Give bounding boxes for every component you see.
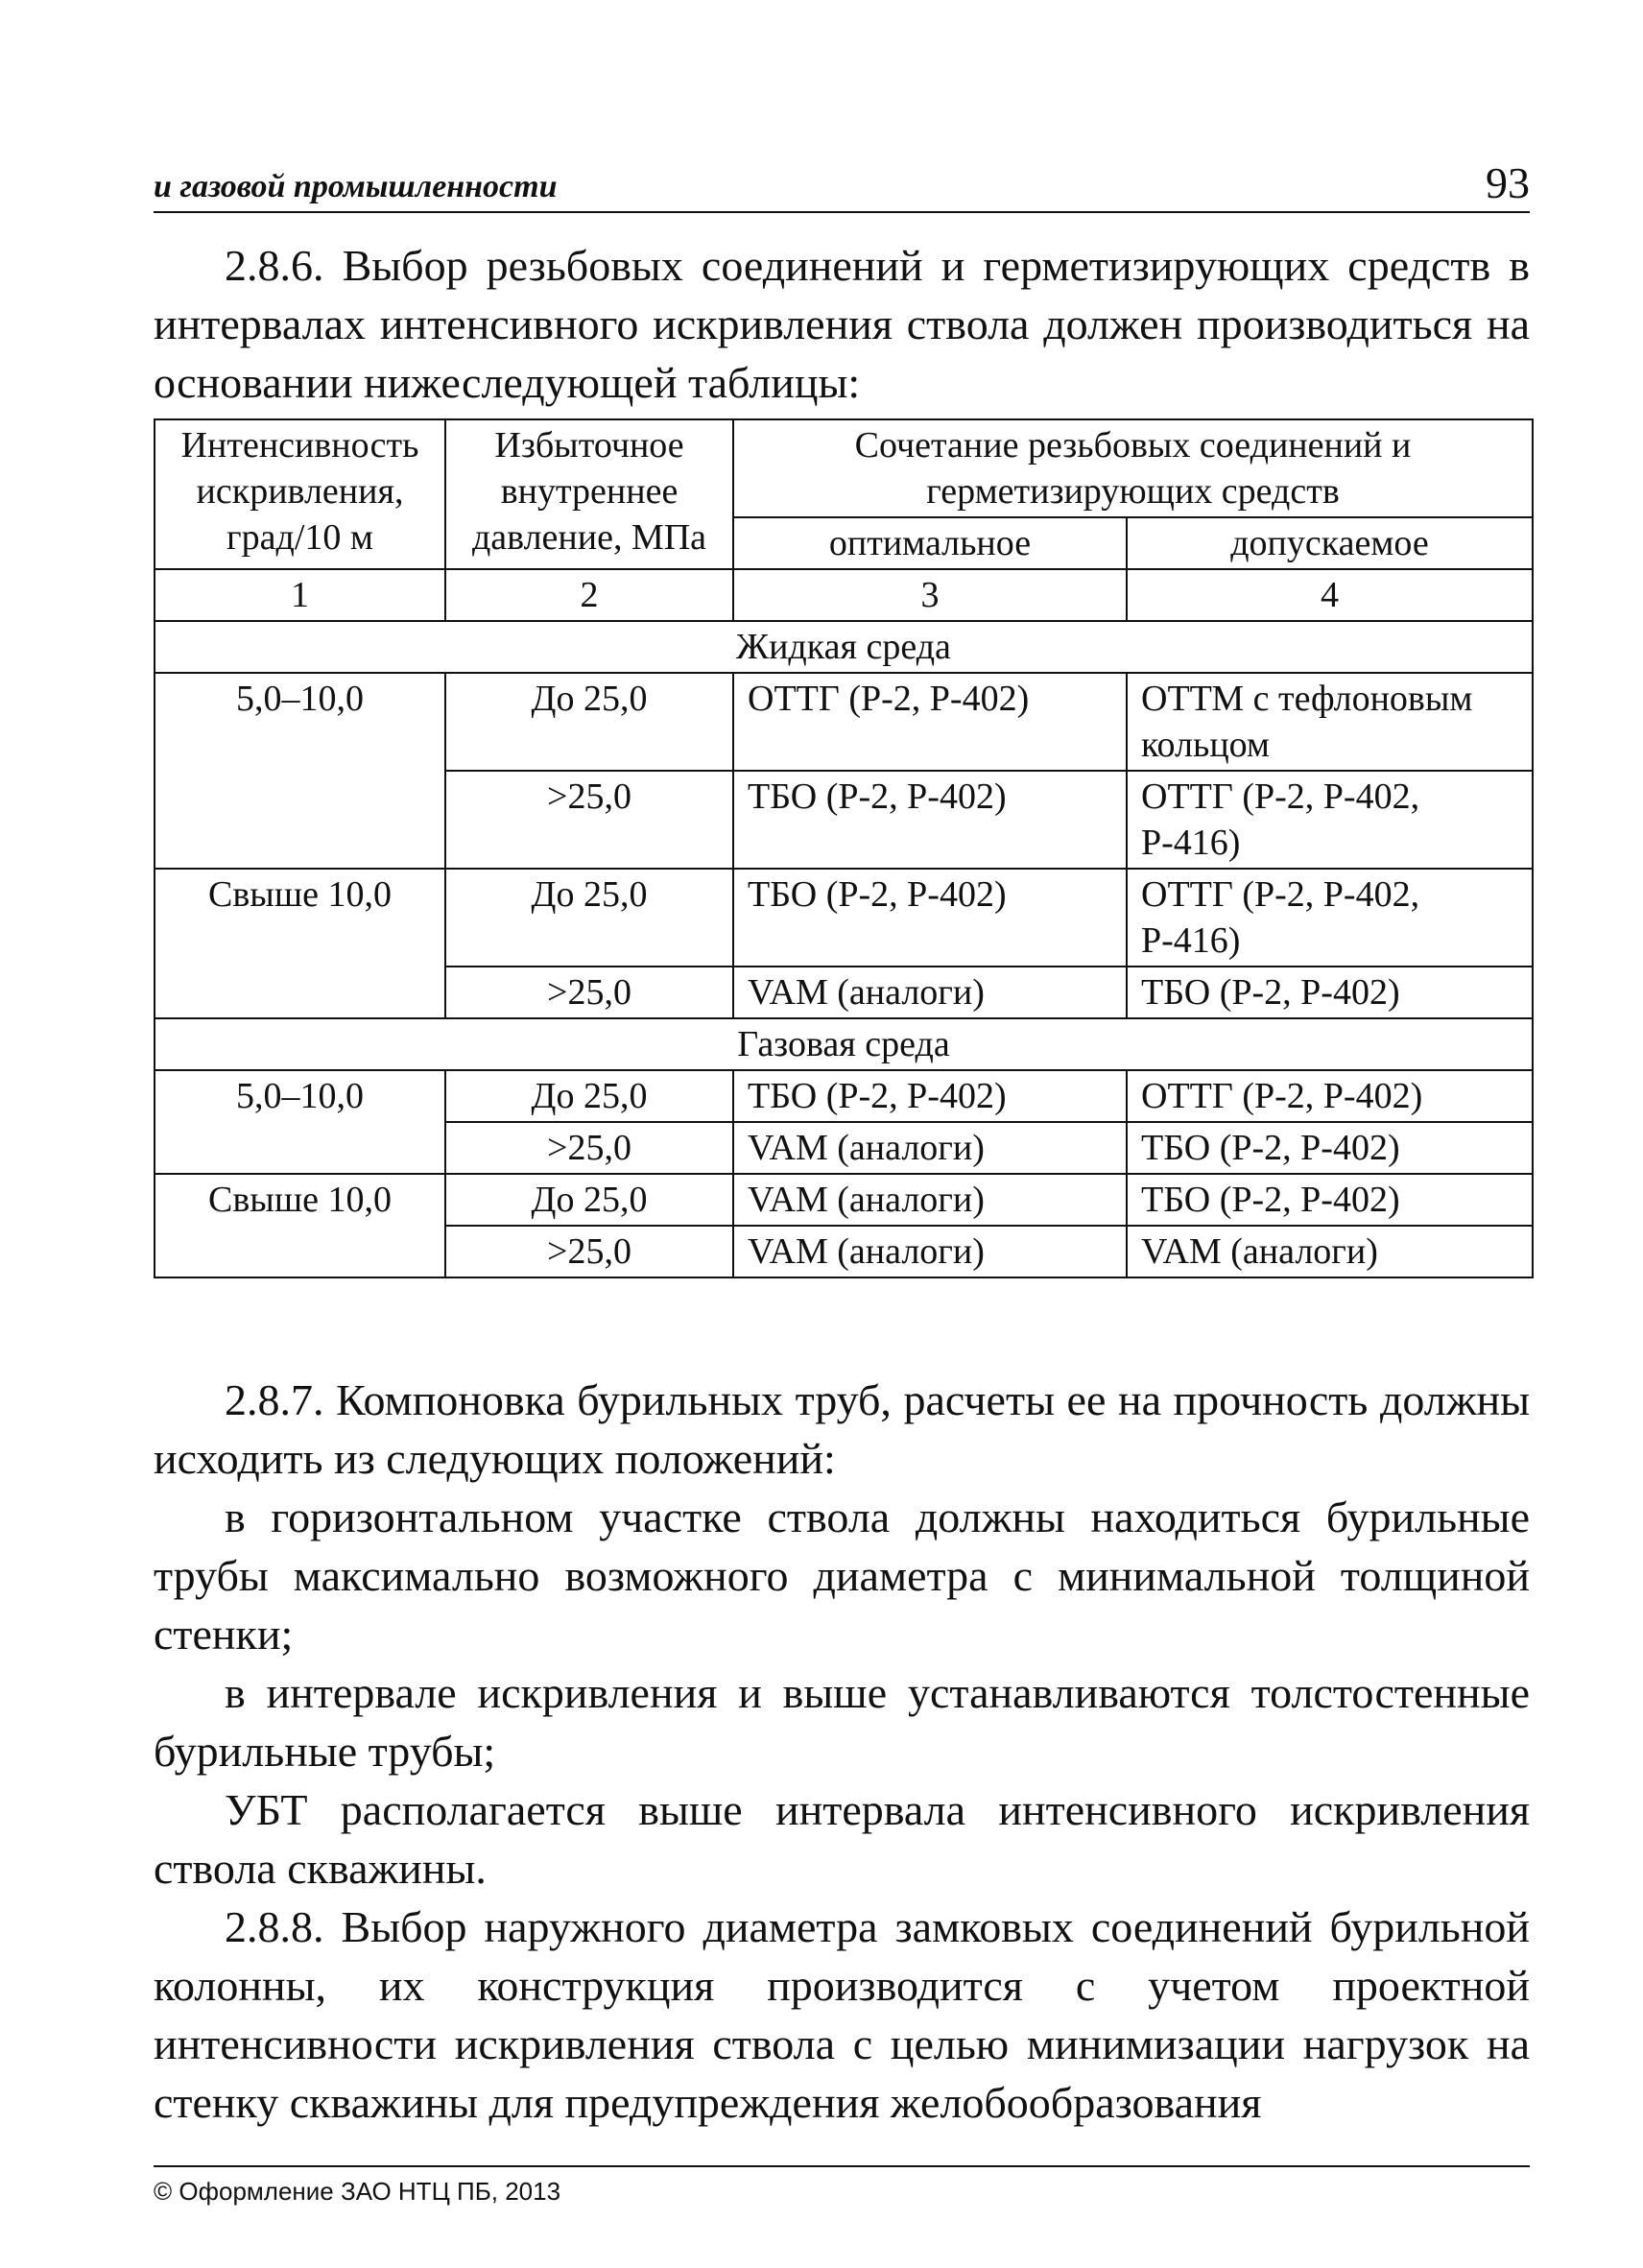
- pressure-cell: До 25,0: [445, 1174, 733, 1226]
- allowed-cell: ТБО (Р-2, Р-402): [1127, 1174, 1533, 1226]
- table-row: [155, 1070, 1533, 1122]
- running-head: [154, 158, 1530, 213]
- allowed-cell: ОТТГ (Р-2, Р-402, Р-416): [1127, 771, 1533, 869]
- paragraph-2-8-7-item-c: УБТ располагается выше интервала интенсивного искривления ствола скважины.: [154, 1785, 1530, 1893]
- pressure-cell: >25,0: [445, 771, 733, 869]
- paragraph-2-8-8: 2.8.8. Выбор наружного диаметра замковых соединений бурильной колонны, их конструкция производится с учетом проектной интенсивности искривления ствола с целью минимизации нагрузок на стенку скважины для предупреждения желобообразования: [154, 1902, 1530, 2127]
- paragraph-2-8-7-item-b: в интервале искривления и выше устанавливаются толстостенные бурильные трубы;: [154, 1668, 1530, 1776]
- allowed-cell: ОТТМ с тефлоновым кольцом: [1127, 673, 1533, 771]
- paragraph-2-8-7-item-a: в горизонтальном участке ствола должны находиться бурильные трубы максимально возможного диаметра с минимальной толщиной стенки;: [154, 1492, 1530, 1659]
- col-number-2: 2: [445, 569, 733, 621]
- section-title-gas: Газовая среда: [155, 1018, 1533, 1070]
- pressure-cell: >25,0: [445, 1122, 733, 1174]
- header-optimal: оптимальное: [733, 517, 1127, 569]
- header-allowed: допускаемое: [1127, 517, 1533, 569]
- table-row: [155, 673, 1533, 771]
- optimal-cell: VAM (аналоги): [733, 1122, 1127, 1174]
- allowed-cell: VAM (аналоги): [1127, 1226, 1533, 1277]
- allowed-cell: ОТТГ (Р-2, Р-402): [1127, 1070, 1533, 1122]
- header-intensity: Интенсивность искривления, град/10 м: [155, 419, 445, 569]
- optimal-cell: VAM (аналоги): [733, 1226, 1127, 1277]
- allowed-cell: ОТТГ (Р-2, Р-402, Р-416): [1127, 869, 1533, 967]
- pressure-cell: До 25,0: [445, 869, 733, 967]
- intensity-cell: Свыше 10,0: [155, 869, 445, 1018]
- pressure-cell: >25,0: [445, 1226, 733, 1277]
- paragraph-2-8-6: 2.8.6. Выбор резьбовых соединений и герметизирующих средств в интервалах интенсивного искривления ствола должен производиться на основании нижеследующей таблицы:: [154, 241, 1530, 407]
- section-title-liquid: Жидкая среда: [155, 621, 1533, 673]
- threads-table: [154, 418, 1534, 1278]
- optimal-cell: VAM (аналоги): [733, 1174, 1127, 1226]
- table-row: [155, 1174, 1533, 1226]
- intensity-cell: 5,0–10,0: [155, 673, 445, 869]
- header-combination: Сочетание резьбовых соединений и герметизирующих средств: [733, 419, 1533, 517]
- paragraph-2-8-7: 2.8.7. Компоновка бурильных труб, расчеты ее на прочность должны исходить из следующих положений:: [154, 1375, 1530, 1483]
- optimal-cell: ТБО (Р-2, Р-402): [733, 771, 1127, 869]
- table-row: [155, 869, 1533, 967]
- running-head-title: и газовой промышленности: [154, 169, 558, 204]
- col-number-1: 1: [155, 569, 445, 621]
- intensity-cell: Свыше 10,0: [155, 1174, 445, 1277]
- optimal-cell: ОТТГ (Р-2, Р-402): [733, 673, 1127, 771]
- optimal-cell: ТБО (Р-2, Р-402): [733, 1070, 1127, 1122]
- page-number: 93: [1486, 158, 1530, 207]
- header-pressure: Избыточное внутреннее давление, МПа: [445, 419, 733, 569]
- allowed-cell: ТБО (Р-2, Р-402): [1127, 1122, 1533, 1174]
- allowed-cell: ТБО (Р-2, Р-402): [1127, 967, 1533, 1018]
- intensity-cell: 5,0–10,0: [155, 1070, 445, 1174]
- threads-table-wrapper: [154, 418, 1532, 1278]
- pressure-cell: До 25,0: [445, 673, 733, 771]
- optimal-cell: ТБО (Р-2, Р-402): [733, 869, 1127, 967]
- page-footer: © Оформление ЗАО НТЦ ПБ, 2013: [154, 2165, 1530, 2207]
- optimal-cell: VAM (аналоги): [733, 967, 1127, 1018]
- col-number-4: 4: [1127, 569, 1533, 621]
- pressure-cell: До 25,0: [445, 1070, 733, 1122]
- pressure-cell: >25,0: [445, 967, 733, 1018]
- col-number-3: 3: [733, 569, 1127, 621]
